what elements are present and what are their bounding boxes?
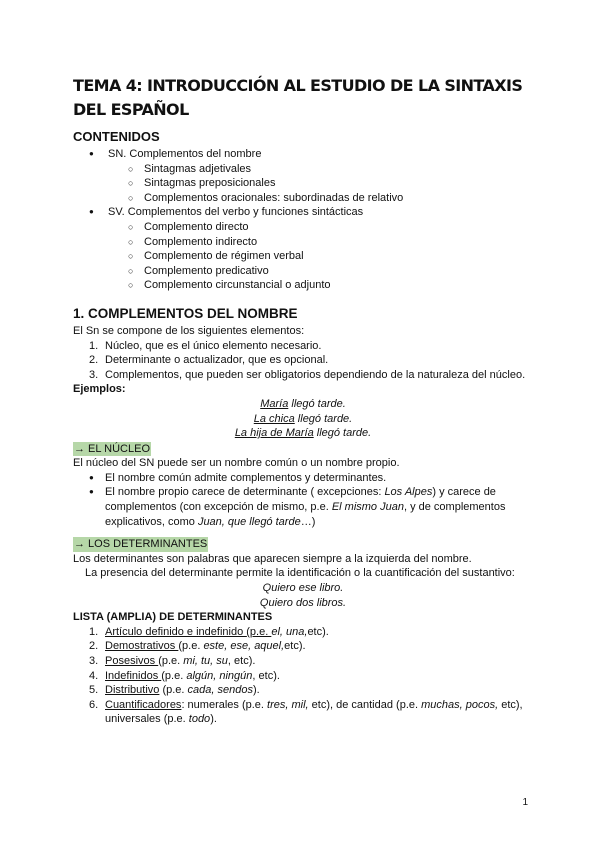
- list-item: [73, 485, 533, 529]
- list-item: [73, 698, 533, 727]
- list-item: [73, 654, 533, 669]
- italic-fragment: el, una,: [271, 625, 308, 638]
- example-rest: llegó tarde.: [313, 427, 372, 440]
- italic-fragment: todo: [188, 713, 211, 726]
- example-rest: llegó tarde.: [294, 412, 353, 425]
- example-nucleus: La hija de María: [234, 427, 314, 440]
- example-line: [73, 397, 533, 412]
- text-fragment: etc).: [307, 625, 329, 638]
- contenidos-subitem: ○ Complementos oracionales: subordinadas de relativo: [73, 191, 533, 206]
- underlined-term: Distributivo: [105, 684, 160, 697]
- italic-fragment: Juan, que llegó tarde: [197, 515, 301, 528]
- contenidos-heading: CONTENIDOS: [73, 129, 160, 144]
- italic-fragment: tres, mil,: [267, 698, 309, 711]
- list-item: [73, 625, 533, 640]
- underlined-term: Posesivos: [105, 655, 159, 667]
- text-fragment: …): [300, 515, 316, 528]
- contenidos-subitem: ○ Sintagmas adjetivales: [73, 162, 533, 177]
- text-fragment: ).: [252, 684, 260, 697]
- list-item: [73, 368, 533, 383]
- contenidos-subitem: ○ Complemento directo: [73, 220, 533, 235]
- page-number: 1: [522, 797, 528, 808]
- italic-fragment: Los Alpes: [384, 486, 433, 499]
- sn-elements-list: [73, 339, 533, 383]
- underlined-term: Demostrativos: [105, 640, 179, 653]
- determinantes-text: La presencia del determinante permite la identificación o la cuantificación del sustantivo:: [85, 567, 515, 580]
- list-item: ● El nombre común admite complementos y determinantes.: [73, 471, 533, 486]
- nucleo-list: [73, 471, 533, 529]
- contenidos-list: [73, 147, 533, 293]
- example-line: [73, 412, 533, 427]
- italic-fragment: El mismo Juan: [331, 501, 404, 514]
- contenidos-item: ● SV. Complementos del verbo y funciones sintácticas: [73, 205, 533, 220]
- text-fragment: etc), universales (p.e.: [105, 698, 523, 726]
- italic-fragment: cada, sendos: [187, 684, 253, 697]
- determinantes-highlight: → LOS DETERMINANTES: [74, 538, 208, 551]
- list-number: 2.: [89, 640, 99, 653]
- list-number: 2.: [89, 354, 99, 367]
- example-nucleus: La chica: [253, 412, 295, 425]
- contenidos-subitem: ○ Complemento de régimen verbal: [73, 249, 533, 264]
- example-line: Quiero ese libro.: [262, 582, 344, 595]
- text-fragment: (p.e.: [158, 655, 184, 667]
- list-text: Complementos, que pueden ser obligatorios dependiendo de la naturaleza del núcleo.: [105, 368, 526, 381]
- list-number: 3.: [89, 655, 99, 667]
- determinantes-list: [73, 625, 533, 727]
- example-line: [73, 426, 533, 441]
- page-title: TEMA 4: INTRODUCCIÓN AL ESTUDIO DE LA SINTAXIS DEL ESPAÑOL: [73, 76, 523, 119]
- italic-fragment: muchas, pocos,: [421, 698, 499, 711]
- nucleo-text: El núcleo del SN puede ser un nombre común o un nombre propio.: [73, 457, 400, 470]
- nucleo-highlight: → EL NÚCLEO: [74, 442, 151, 455]
- contenidos-item: ● SN. Complementos del nombre: [73, 147, 533, 162]
- contenidos-subitem: ○ Complemento predicativo: [73, 264, 533, 279]
- spacer: [73, 529, 533, 537]
- list-number: 4.: [89, 669, 99, 682]
- italic-fragment: mi, tu, su: [183, 655, 228, 667]
- text-fragment: ).: [210, 713, 217, 726]
- list-item: [73, 669, 533, 684]
- section-heading: 1. COMPLEMENTOS DEL NOMBRE: [73, 305, 298, 321]
- section-intro: El Sn se compone de los siguientes elementos:: [73, 324, 305, 337]
- list-number: 3.: [89, 368, 99, 381]
- text-fragment: (p.e.: [178, 640, 204, 653]
- list-item: [73, 683, 533, 698]
- italic-fragment: este, ese, aquel,: [203, 640, 285, 653]
- italic-fragment: algún, ningún: [186, 669, 253, 682]
- underlined-term: Artículo definido e indefinido: [105, 625, 247, 638]
- text-fragment: , y de complementos explicativos, como: [105, 501, 506, 528]
- example-line: Quiero dos libros.: [259, 596, 347, 609]
- list-number: 5.: [89, 684, 99, 697]
- list-text: Determinante o actualizador, que es opcional.: [105, 354, 329, 367]
- text-fragment: : numerales (p.e.: [181, 698, 268, 711]
- contenidos-subitem: ○ Complemento indirecto: [73, 235, 533, 250]
- text-fragment: etc), de cantidad (p.e.: [308, 698, 422, 711]
- nucleo-heading-line: [73, 442, 533, 457]
- determinantes-text: Los determinantes son palabras que aparecen siempre a la izquierda del nombre.: [73, 552, 472, 565]
- list-number: 1.: [89, 625, 99, 638]
- page: [73, 74, 533, 727]
- text-fragment: , etc).: [252, 669, 280, 682]
- text-fragment: (p.e.: [161, 669, 187, 682]
- contenidos-subitem: ○ Sintagmas preposicionales: [73, 176, 533, 191]
- contenidos-subitem: ○ Complemento circunstancial o adjunto: [73, 278, 533, 293]
- text-fragment: , etc).: [227, 655, 256, 667]
- underlined-term: Indefinidos: [105, 669, 162, 682]
- list-item: [73, 639, 533, 654]
- text-fragment: ) y carece de complementos (con excepción de mismo, p.e.: [105, 486, 496, 514]
- ejemplos-label: Ejemplos:: [73, 383, 126, 396]
- lista-heading: LISTA (AMPLIA) DE DETERMINANTES: [73, 611, 273, 624]
- list-item: [73, 353, 533, 368]
- list-number: 1.: [89, 339, 99, 352]
- list-number: 6.: [89, 698, 99, 711]
- underlined-term: Cuantificadores: [105, 698, 182, 711]
- list-item: [73, 339, 533, 354]
- text-fragment: (p.e.: [159, 684, 188, 697]
- list-text: Núcleo, que es el único elemento necesario.: [105, 339, 322, 352]
- example-nucleus: María: [260, 397, 289, 410]
- text-fragment: etc).: [284, 640, 306, 653]
- text-fragment: (p.e.: [246, 625, 272, 638]
- determinantes-heading-line: [73, 537, 533, 552]
- example-rest: llegó tarde.: [288, 397, 346, 410]
- text-fragment: El nombre propio carece de determinante ( excepciones:: [105, 486, 385, 499]
